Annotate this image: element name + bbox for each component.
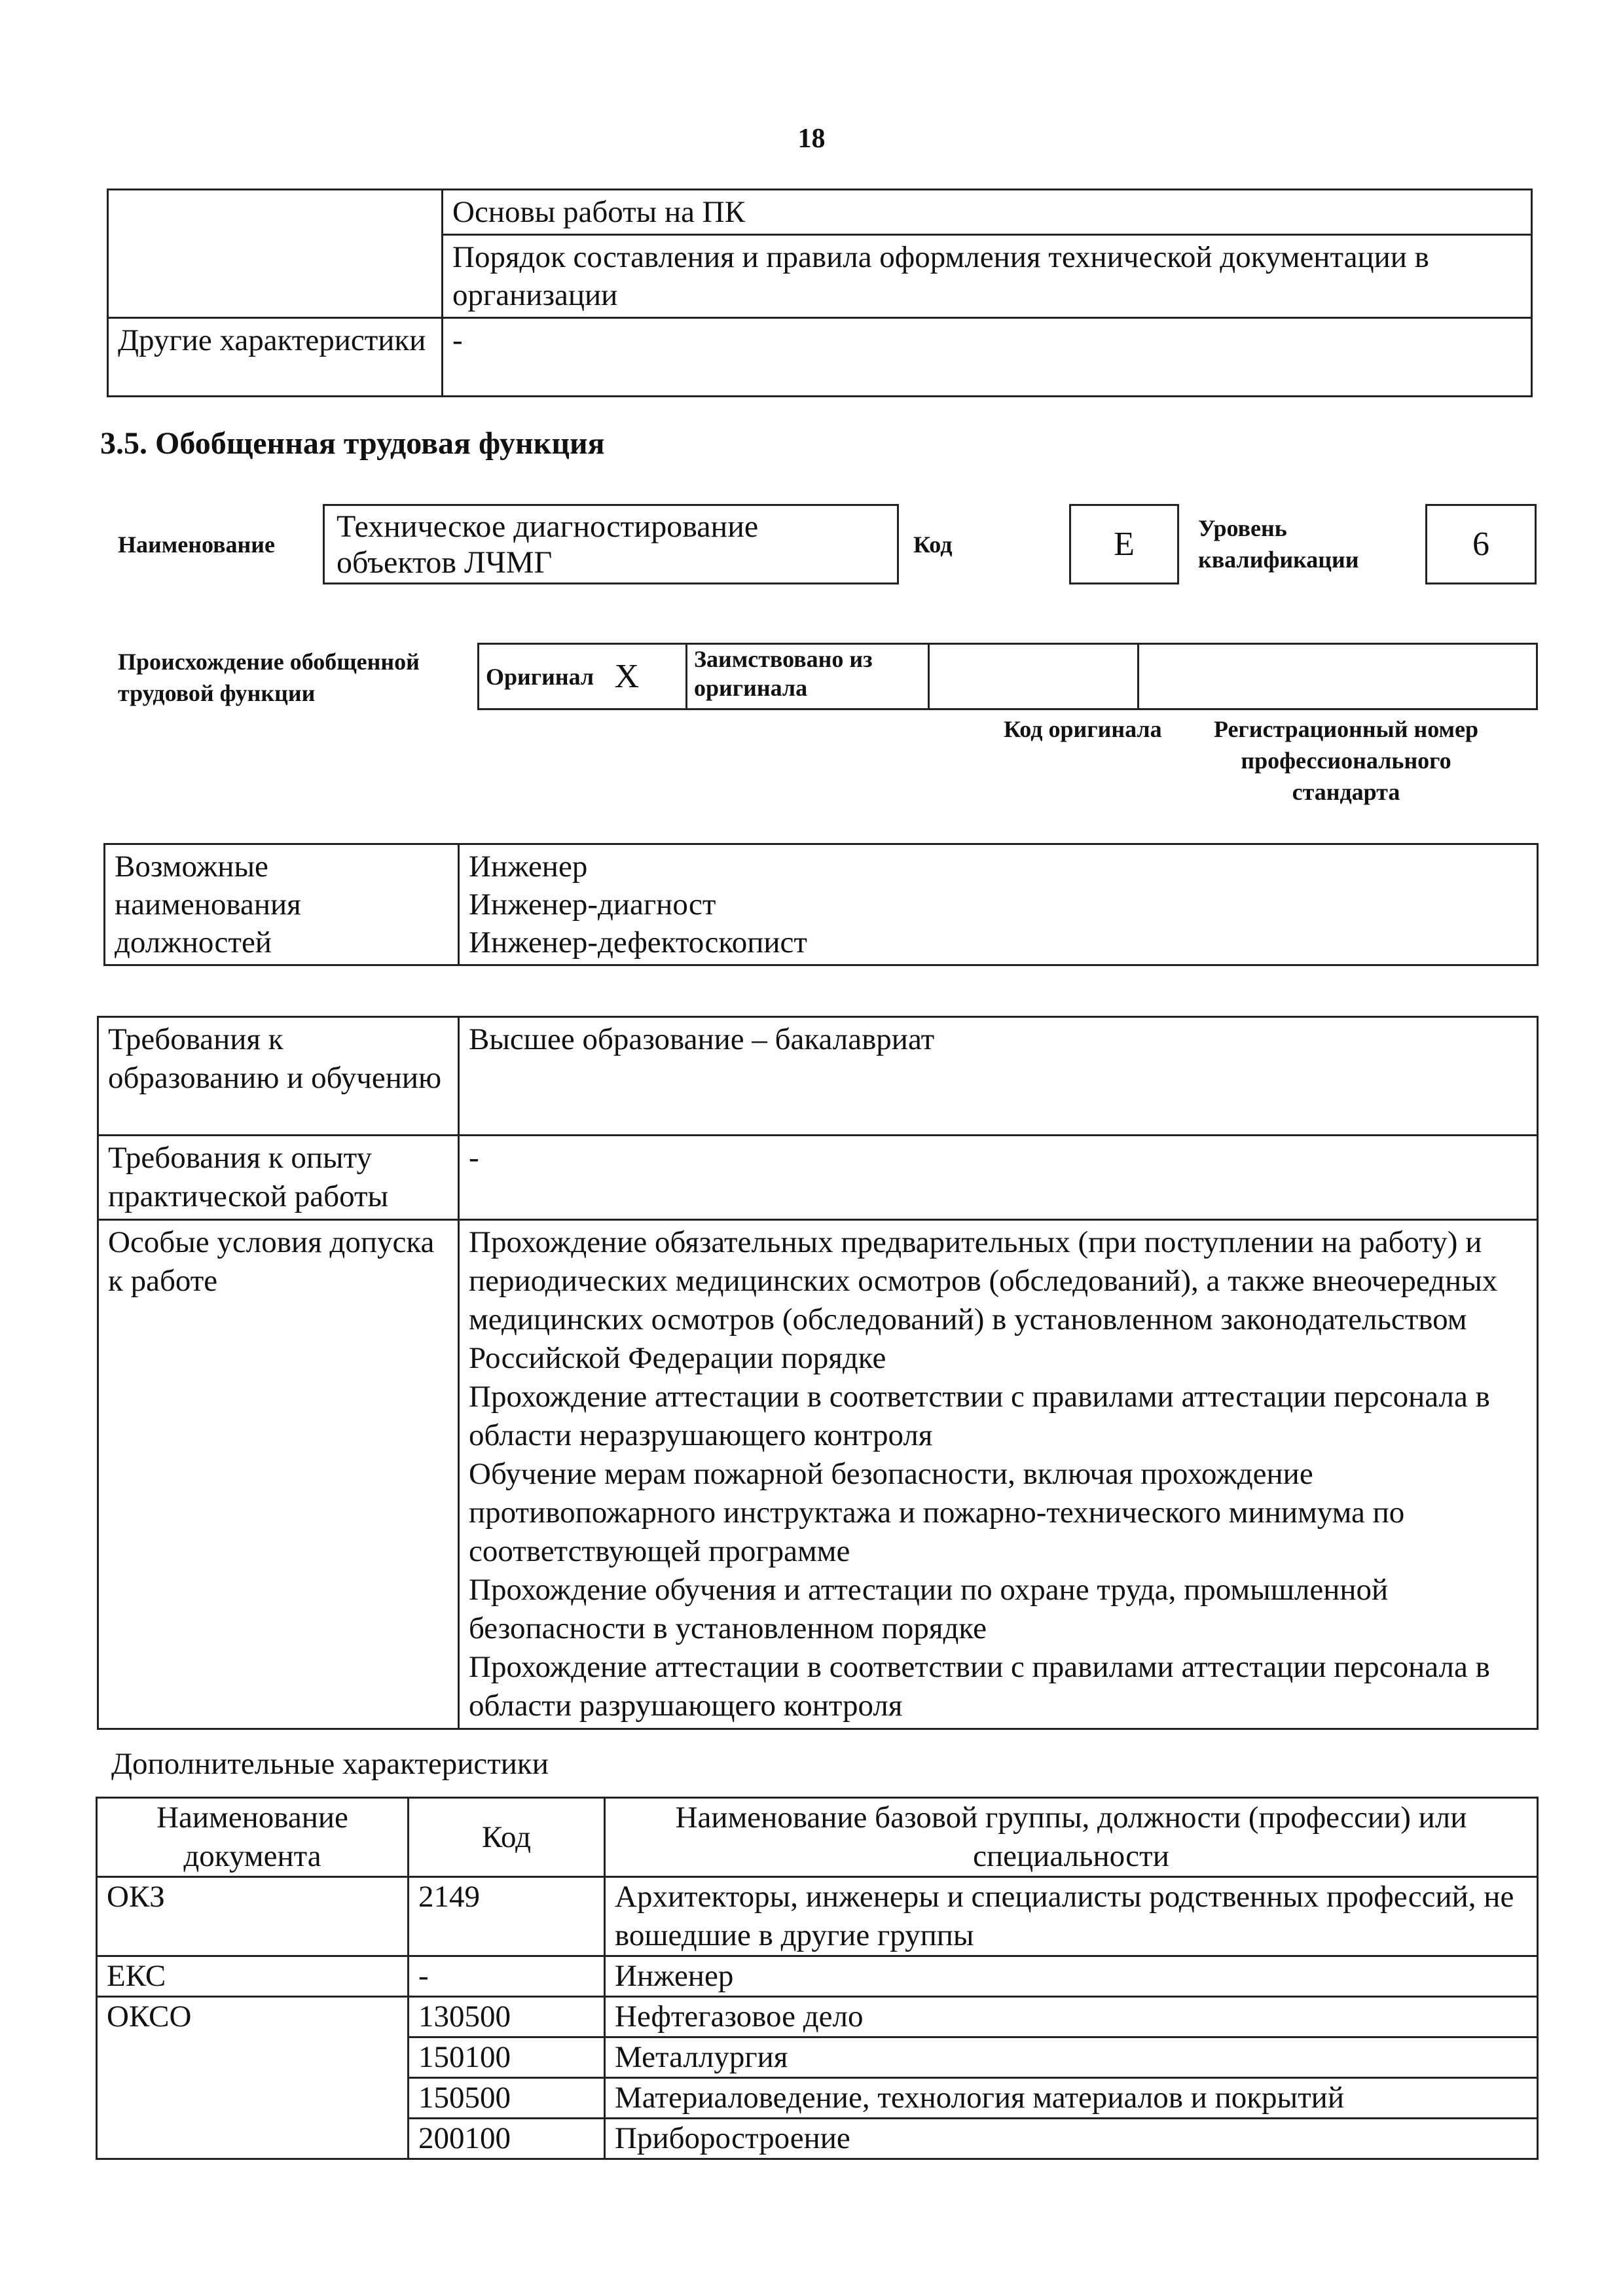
level-value-box: 6 [1425, 504, 1537, 584]
code-cell: - [409, 1956, 605, 1997]
level-label: Уровень квалификации [1198, 515, 1359, 573]
code-cell: 200100 [409, 2119, 605, 2159]
header-cell: Наименование базовой группы, должности (профессии) или специальности [605, 1798, 1538, 1877]
positions-label: Возможные наименования должностей [105, 844, 459, 965]
page-number: 18 [797, 124, 826, 154]
origin-table [477, 643, 1538, 710]
requirement-value: - [459, 1136, 1538, 1220]
original-label: Оригинал [479, 644, 608, 709]
reg-number-caption: Регистрационный номер профессионального стандарта [1213, 716, 1479, 805]
name-cell: Приборостроение [605, 2119, 1538, 2159]
top-table [107, 188, 1533, 397]
top-table-value: Порядок составления и правила оформления технической документации в организации [443, 235, 1532, 318]
header-cell: Наименование документа [97, 1798, 409, 1877]
header-cell: Код [409, 1798, 605, 1877]
top-table-empty-label [108, 190, 443, 318]
code-cell: 150500 [409, 2078, 605, 2119]
requirement-item: Прохождение аттестации в соответствии с правилами аттестации персонала в области неразрушающего контроля [469, 1380, 1490, 1452]
requirements-table [97, 1016, 1539, 1730]
code-cell: 2149 [409, 1877, 605, 1956]
top-table-value: Основы работы на ПК [443, 190, 1532, 235]
code-original-cell [929, 644, 1139, 709]
requirement-label: Требования к опыту практической работы [98, 1136, 459, 1220]
code-cell: 130500 [409, 1997, 605, 2037]
position-item: Инженер [469, 850, 588, 884]
doc-cell: ЕКС [97, 1956, 409, 1997]
origin-label: Происхождение обобщенной трудовой функции [118, 649, 420, 706]
table-row [97, 1877, 1538, 1956]
requirement-values [459, 1220, 1538, 1729]
doc-cell: ОКЗ [97, 1877, 409, 1956]
positions-values [459, 844, 1538, 965]
additional-title: Дополнительные характеристики [111, 1747, 549, 1781]
table-row [97, 1997, 1538, 2037]
requirement-label: Требования к образованию и обучению [98, 1017, 459, 1136]
code-label: Код [913, 531, 953, 558]
original-mark: X [608, 644, 687, 709]
requirement-value: Высшее образование – бакалавриат [459, 1017, 1538, 1136]
borrowed-label: Заимствовано из оригинала [687, 644, 929, 709]
requirement-item: Прохождение аттестации в соответствии с правилами аттестации персонала в области разрушающего контроля [469, 1650, 1490, 1723]
code-original-caption: Код оригинала [1004, 716, 1162, 742]
requirement-label: Особые условия допуска к работе [98, 1220, 459, 1729]
doc-cell: ОКСО [97, 1997, 409, 2159]
name-cell: Архитекторы, инженеры и специалисты родственных профессий, не вошедшие в другие группы [605, 1877, 1538, 1956]
table-row [97, 1956, 1538, 1997]
position-item: Инженер-дефектоскопист [469, 925, 807, 960]
reg-number-cell [1139, 644, 1537, 709]
requirement-item: Обучение мерам пожарной безопасности, включая прохождение противопожарного инструктажа и пожарно-технического минимума по соответствующей программе [469, 1457, 1405, 1568]
additional-table [96, 1797, 1539, 2160]
name-label: Наименование [118, 531, 275, 558]
requirement-item: Прохождение обучения и аттестации по охране труда, промышленной безопасности в установленном порядке [469, 1573, 1389, 1645]
requirement-item: Прохождение обязательных предварительных (при поступлении на работу) и периодических медицинских осмотров (обследований), а также внеочередных медицинских осмотров (обследований) в установленном законодательством Российской Федерации порядке [469, 1225, 1498, 1375]
position-item: Инженер-диагност [469, 888, 716, 922]
top-table-label: Другие характеристики [108, 318, 443, 397]
name-cell: Материаловедение, технология материалов и покрытий [605, 2078, 1538, 2119]
name-cell: Металлургия [605, 2037, 1538, 2078]
section-title: 3.5. Обобщенная трудовая функция [100, 426, 605, 461]
code-value-box: E [1069, 504, 1179, 584]
top-table-value: - [443, 318, 1532, 397]
positions-table [103, 843, 1539, 966]
function-name-box: Техническое диагностирование объектов ЛЧМГ [323, 504, 899, 584]
name-cell: Нефтегазовое дело [605, 1997, 1538, 2037]
name-cell: Инженер [605, 1956, 1538, 1997]
code-cell: 150100 [409, 2037, 605, 2078]
